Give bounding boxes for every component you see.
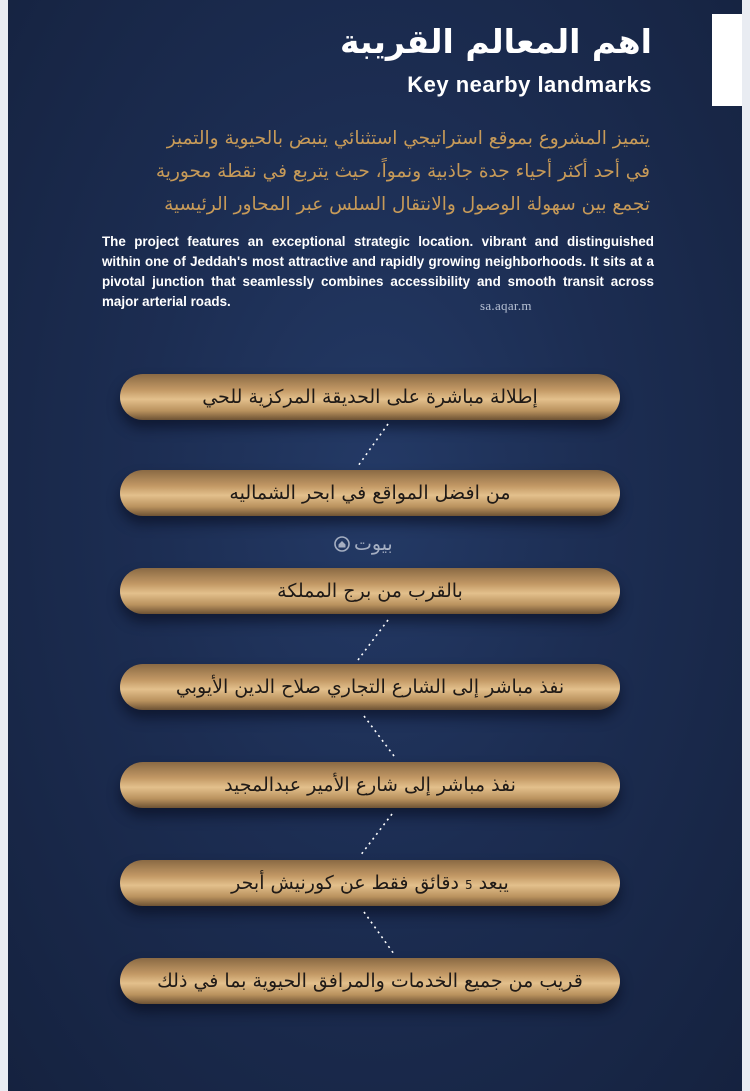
intro-arabic-line: في أحد أكثر أحياء جدة جاذبية ونمواً، حيث يتربع في نقطة محورية — [155, 161, 650, 182]
landmark-text: قريب من جميع الخدمات والمرافق الحيوية بما في ذلك — [157, 970, 583, 992]
landmark-text: من افضل المواقع في ابحر الشماليه — [229, 482, 511, 504]
landmark-text: إطلالة مباشرة على الحديقة المركزية للحي — [202, 386, 538, 408]
intro-arabic-line: يتميز المشروع بموقع استراتيجي استثنائي ينبض بالحيوية والتميز — [166, 128, 650, 149]
landmark-number: 5 — [464, 878, 473, 892]
landmark-text-before: يبعد — [478, 872, 509, 894]
landmarks-list — [8, 0, 742, 1091]
landmark-text: نفذ مباشر إلى الشارع التجاري صلاح الدين الأيوبي — [175, 676, 565, 698]
intro-english: The project features an exceptional strategic location. vibrant and distinguished within one of Jeddah's most attractive and rapidly growing neighborhoods. It sits at a pivotal junction that seamlessly combines accessibility and smooth transit across major arterial roads. — [102, 234, 654, 309]
brochure-page — [8, 0, 742, 1091]
page-title-arabic: اهم المعالم القريبة — [339, 22, 652, 61]
landmark-text: بالقرب من برج المملكة — [277, 580, 463, 602]
landmark-text: نفذ مباشر إلى شارع الأمير عبدالمجيد — [224, 774, 516, 796]
intro-arabic-line: تجمع بين سهولة الوصول والانتقال السلس عبر المحاور الرئيسية — [164, 194, 650, 215]
watermark-logo-text: بيوت — [354, 533, 393, 555]
page-title-english: Key nearby landmarks — [407, 72, 652, 97]
landmark-text-after: دقائق فقط عن كورنيش أبحر — [231, 872, 459, 894]
watermark-url: sa.aqar.m — [480, 298, 532, 313]
landmark-item — [120, 958, 620, 1004]
